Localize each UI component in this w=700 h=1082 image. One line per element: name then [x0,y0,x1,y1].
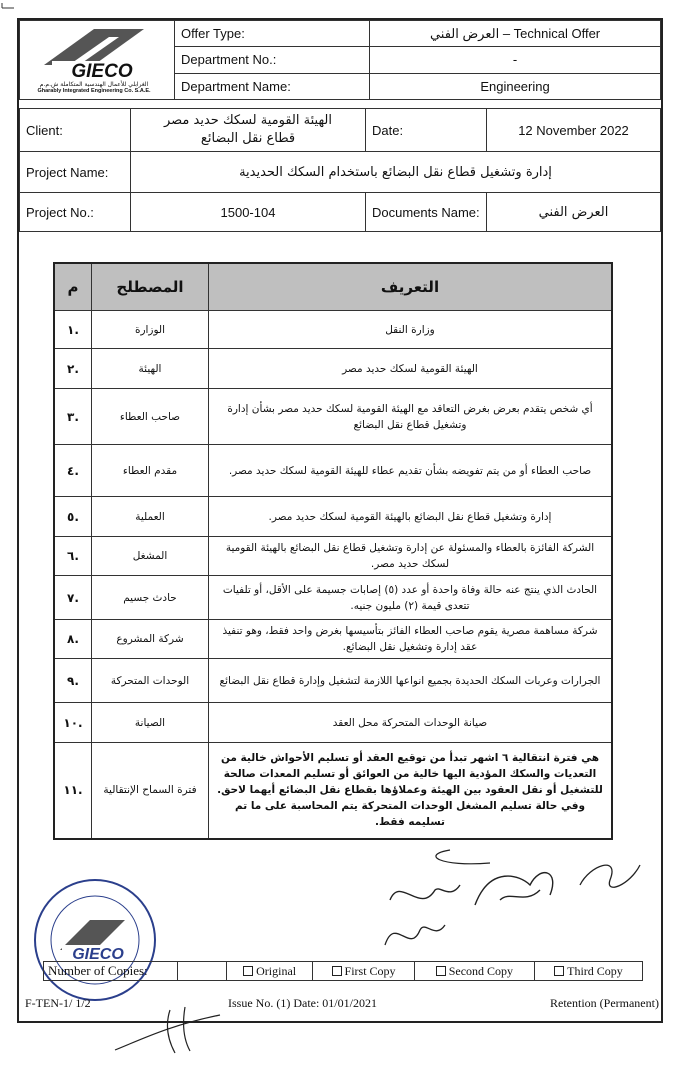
row-definition: وزارة النقل [209,311,613,349]
row-number: .٩ [54,659,92,703]
row-term: شركة المشروع [92,620,209,659]
table-row [54,703,612,743]
copy-second-option: Second Copy [414,962,534,981]
department-no-label: Department No.: [175,47,370,73]
col-header-definition: التعريف [209,263,613,311]
gieco-logo [24,25,164,95]
row-definition: هي فترة انتقالية ٦ اشهر تبدأ من توقيع العقد أو تسليم الأحواش خالية من التعديات والسكك المؤدية اليها خالية من العوائق أو تسليم المعدات صالحة للتشغيل أو نقل العقود بين الهيئة وعملاؤها بقطاع نقل البضائع أيهما لاحق. وفي حالة تسليم المشغل الوحدات المتحركة يتم المحاسبة على ما تم تسليمه فقط. [209,743,613,839]
department-name-label: Department Name: [175,73,370,99]
project-no-label: Project No.: [20,193,131,232]
row-number: .٢ [54,349,92,389]
row-number: .١٠ [54,703,92,743]
table-row [54,576,612,620]
row-term: فترة السماح الإنتقالية [92,743,209,839]
row-definition: صاحب العطاء أو من يتم تفويضه بشأن تقديم عطاء للهيئة القومية لسكك حديد مصر. [209,445,613,497]
copy-third-option: Third Copy [534,962,642,981]
row-definition: الحادث الذي ينتج عنه حالة وفاة واحدة أو عدد (٥) إصابات جسيمة على الأقل، أو تلفيات تتعدى قيمة (٢) مليون جنيه. [209,576,613,620]
row-term: مقدم العطاء [92,445,209,497]
row-definition: صيانة الوحدات المتحركة محل العقد [209,703,613,743]
table-row [54,445,612,497]
row-term: الوزارة [92,311,209,349]
checkbox-icon [554,966,564,976]
checkbox-icon [436,966,446,976]
documents-name-value: العرض الفني [487,193,661,232]
company-name-en: Gharably Integrated Engineering Co. S.A.E. [37,88,151,94]
checkbox-icon [332,966,342,976]
row-definition: الجرارات وعربات السكك الحديدة بجميع انواعها اللازمة لتشغيل وإدارة قطاع نقل البضائع [209,659,613,703]
row-term: حادث جسيم [92,576,209,620]
retention-info: Retention (Permanent) [550,996,659,1010]
client-label: Client: [20,109,131,152]
bottom-signature [110,1005,230,1055]
row-term: المشغل [92,537,209,576]
svg-text:GIECO: GIECO [71,61,133,81]
copies-label: Number of Copies: [44,962,178,981]
row-number: .٧ [54,576,92,620]
project-no-value: 1500-104 [131,193,366,232]
row-term: صاحب العطاء [92,389,209,445]
client-value: الهيئة القومية لسكك حديد مصر قطاع نقل البضائع [131,109,366,152]
corner-mark [0,0,20,14]
row-definition: شركة مساهمة مصرية يقوم صاحب العطاء الفائز بتأسيسها بغرض واحد فقط، وهو تنفيذ عقد إدارة وتشغيل نقل البضائع. [209,620,613,659]
col-header-num: م [54,263,92,311]
document-header-info [19,108,661,232]
project-name-label: Project Name: [20,152,131,193]
row-number: .٤ [54,445,92,497]
table-row [54,311,612,349]
table-row [54,743,612,839]
table-row [54,349,612,389]
row-number: .١ [54,311,92,349]
row-number: .٥ [54,497,92,537]
table-row [54,659,612,703]
row-term: الوحدات المتحركة [92,659,209,703]
documents-name-label: Documents Name: [366,193,487,232]
row-definition: الشركة الفائزة بالعطاء والمسئولة عن إدارة وتشغيل قطاع نقل البضائع بالهيئة القومية لسكك حديد مصر. [209,537,613,576]
copies-table [43,961,643,981]
table-row [54,537,612,576]
copies-blank-cell [178,962,227,981]
copy-first-option: First Copy [313,962,415,981]
project-name-value: إدارة وتشغيل قطاع نقل البضائع باستخدام السكك الحديدية [131,152,661,193]
form-code: F-TEN-1/ 1/2 [25,996,91,1010]
table-row [54,620,612,659]
company-name-ar: الغرابلي للأعمال الهندسية المتكاملة ش.م.م [39,81,149,88]
logo-cell [20,21,175,100]
row-definition: أي شخص يتقدم بعرض بغرض التعاقد مع الهيئة القومية لسكك حديد مصر بشأن إدارة وتشغيل قطاع نقل البضائع [209,389,613,445]
row-number: .٣ [54,389,92,445]
offer-type-label: Offer Type: [175,21,370,47]
row-number: .٨ [54,620,92,659]
copy-original-option: Original [227,962,313,981]
table-row [54,389,612,445]
row-term: الهيئة [92,349,209,389]
department-no-value: - [370,47,661,73]
signatures [380,845,650,965]
department-name-value: Engineering [370,73,661,99]
row-number: .١١ [54,743,92,839]
row-definition: إدارة وتشغيل قطاع نقل البضائع بالهيئة القومية لسكك حديد مصر. [209,497,613,537]
checkbox-icon [243,966,253,976]
row-definition: الهيئة القومية لسكك حديد مصر [209,349,613,389]
issue-info: Issue No. (1) Date: 01/01/2021 [228,996,377,1010]
definitions-header-row [54,263,612,311]
row-term: العملية [92,497,209,537]
offer-type-value: العرض الفني – Technical Offer [370,21,661,47]
date-value: 12 November 2022 [487,109,661,152]
definitions-table [53,262,613,840]
document-header [19,20,661,100]
svg-text:GIECO: GIECO [72,946,124,963]
row-number: .٦ [54,537,92,576]
date-label: Date: [366,109,487,152]
col-header-term: المصطلح [92,263,209,311]
table-row [54,497,612,537]
row-term: الصيانة [92,703,209,743]
